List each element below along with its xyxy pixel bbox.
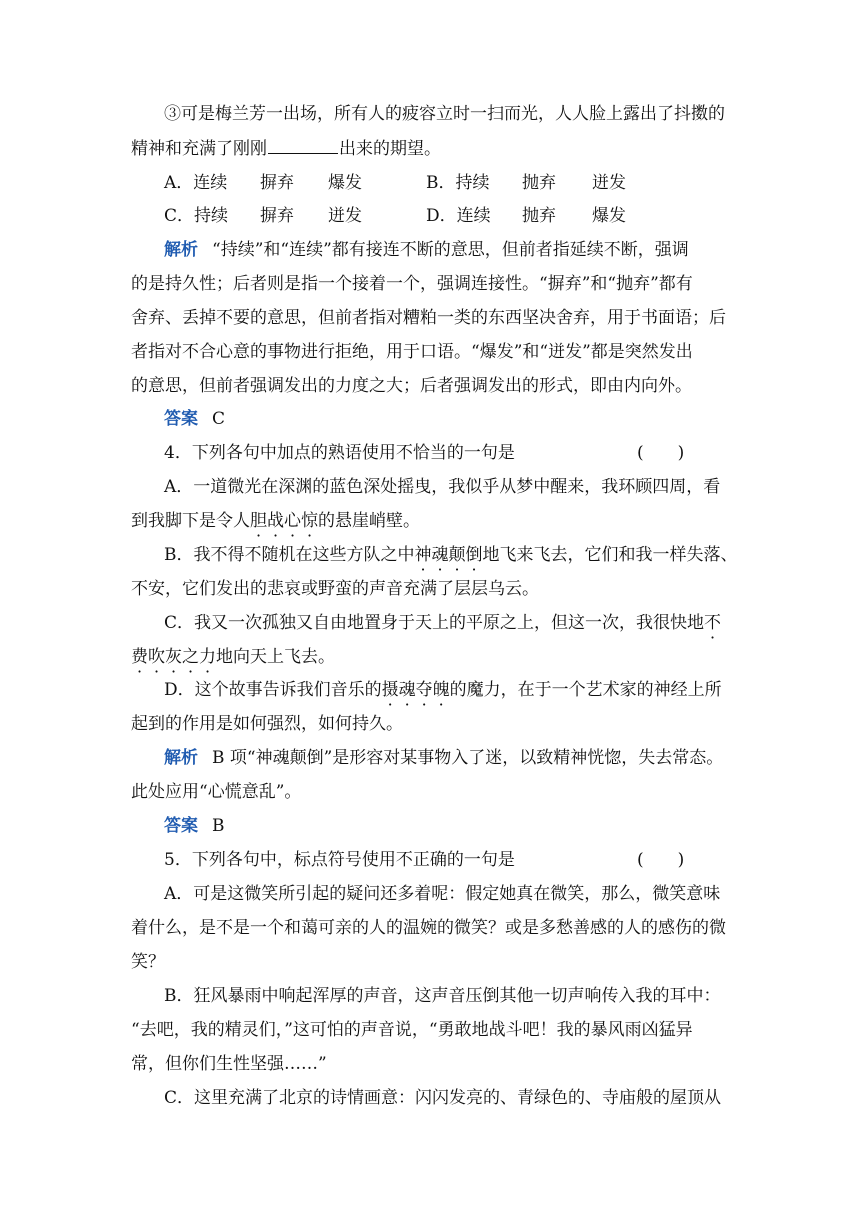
q5-option-a-line3: 笑？ — [131, 952, 165, 972]
q3-analysis-line3: 舍弃、丢掉不要的意思，但前者指对糟粕一类的东西坚决舍弃，用于书面语；后 — [131, 308, 726, 328]
q5-option-a-line1: A．可是这微笑所引起的疑问还多着呢：假定她真在微笑，那么，微笑意味 — [164, 884, 721, 904]
q3-option-b: B．持续 — [426, 173, 490, 193]
q5-option-b-line3: 常，但你们生性坚强……” — [131, 1054, 327, 1074]
q4-option-a-line2: 到我脚下是令人胆战心惊的悬崖峭壁。 — [131, 511, 420, 531]
q3-analysis-line4: 者指对不合心意的事物进行拒绝，用于口语。“爆发”和“迸发”都是突然发出 — [131, 342, 693, 362]
q4-analysis-line1: 解析 B 项“神魂颠倒”是形容对某事物入了迷，以致精神恍惚，失去常态。 — [164, 748, 724, 768]
q5-stem: 5．下列各句中，标点符号使用不正确的一句是 — [164, 850, 515, 870]
q3-analysis-line2: 的是持久性；后者则是指一个接着一个，强调连接性。“摒弃”和“抛弃”都有 — [131, 274, 693, 294]
q3-options-row2: C．持续 摒弃 迸发 D．连续 抛弃 爆发 — [164, 203, 626, 229]
q3-analysis-line5: 的意思，但前者强调发出的力度之大；后者强调发出的形式，即由内向外。 — [131, 376, 692, 396]
q4-option-c-line1: C．我又一次孤独又自由地置身于天上的平原之上，但这一次，我很快地不 — [164, 613, 722, 633]
fill-blank — [268, 135, 338, 154]
analysis-label: 解析 — [164, 240, 198, 260]
q4-answer: 答案 B — [164, 816, 225, 836]
q3-option-c: C．持续 — [164, 206, 229, 226]
q5-option-b-line2: “去吧，我的精灵们，”这可怕的声音说，“勇敢地战斗吧！我的暴风雨凶猛异 — [131, 1020, 693, 1040]
q4-option-b-line1: B．我不得不随机在这些方队之中神魂颠倒地飞来飞去，它们和我一样失落、 — [164, 545, 738, 565]
analysis-label: 解析 — [164, 748, 198, 768]
q3-analysis-line1: 解析 “持续”和“连续”都有接连不断的意思，但前者指延续不断，强调 — [164, 240, 689, 260]
q4-option-b-line2: 不安，它们发出的悲哀或野蛮的声音充满了层层乌云。 — [131, 579, 539, 599]
q4-option-c-line2: 费吹灰之力地向天上飞去。 — [131, 647, 335, 667]
answer-label: 答案 — [164, 409, 198, 429]
q4-option-d-line2: 起到的作用是如何强烈，如何持久。 — [131, 714, 403, 734]
q5-option-c-line1: C．这里充满了北京的诗情画意：闪闪发亮的、青绿色的、寺庙般的屋顶从 — [164, 1088, 722, 1108]
q5-option-a-line2: 着什么，是不是一个和蔼可亲的人的温婉的微笑？或是多愁善感的人的感伤的微 — [131, 918, 726, 938]
q4-stem: 4．下列各句中加点的熟语使用不恰当的一句是 — [164, 443, 515, 463]
q4-analysis-line2: 此处应用“心慌意乱”。 — [131, 782, 302, 802]
q4-answer-parentheses: ( ) — [637, 443, 685, 463]
q3-options-row1: A．连续 摒弃 爆发 B．持续 抛弃 迸发 — [164, 170, 626, 196]
q3-sentence-3-line2: 精神和充满了刚刚 出来的期望。 — [131, 135, 441, 161]
q3-answer: 答案 C — [164, 409, 226, 429]
q4-option-d-line1: D．这个故事告诉我们音乐的摄魂夺魄的魔力，在于一个艺术家的神经上所 — [164, 680, 722, 700]
q5-answer-parentheses: ( ) — [637, 850, 685, 870]
answer-label: 答案 — [164, 816, 198, 836]
q3-option-d: D．连续 — [426, 206, 491, 226]
q3-option-a: A．连续 — [164, 173, 228, 193]
q5-option-b-line1: B．狂风暴雨中响起浑厚的声音，这声音压倒其他一切声响传入我的耳中： — [164, 986, 721, 1006]
q4-option-a-line1: A．一道微光在深渊的蓝色深处摇曳，我似乎从梦中醒来，我环顾四周，看 — [164, 477, 721, 497]
q3-sentence-3-line1: ③可是梅兰芳一出场，所有人的疲容立时一扫而光，人人脸上露出了抖擞的 — [164, 104, 725, 124]
